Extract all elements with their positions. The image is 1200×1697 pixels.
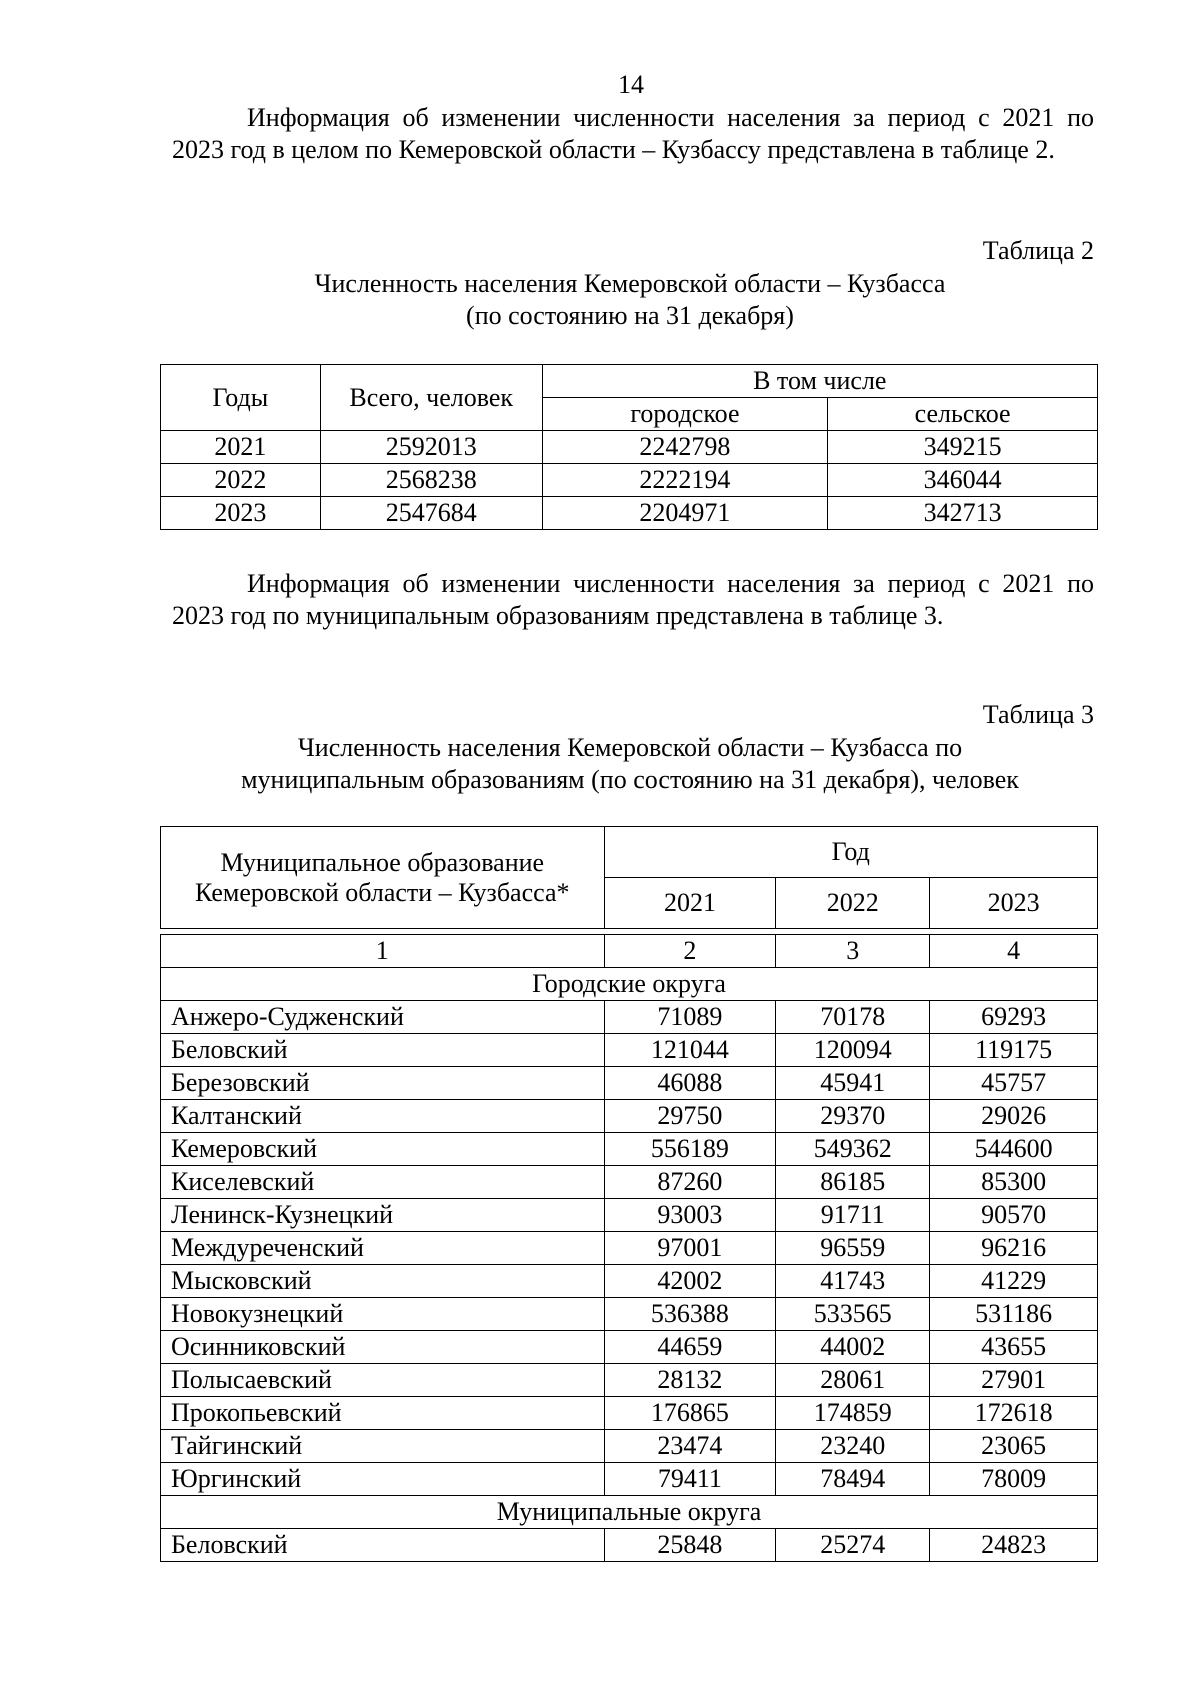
cell-2021: 97001 <box>604 1232 776 1265</box>
table-row <box>161 1232 1098 1265</box>
cell-2022: 44002 <box>776 1331 930 1364</box>
table-2-title-line2: (по состоянию на 31 декабря) <box>466 301 794 330</box>
cell-2022: 25274 <box>776 1529 930 1562</box>
table-3-title <box>160 732 1100 796</box>
cell-2021: 87260 <box>604 1166 776 1199</box>
table-row <box>161 1067 1098 1100</box>
table-row <box>161 1331 1098 1364</box>
header-municipality-line2: Кемеровской области – Кузбасса* <box>194 877 570 907</box>
table-row <box>161 1166 1098 1199</box>
cell-municipality: Юргинский <box>161 1463 605 1496</box>
cell-2021: 176865 <box>604 1397 776 1430</box>
cell-municipality: Осинниковский <box>161 1331 605 1364</box>
header-year: Год <box>604 827 1097 878</box>
cell-2021: 25848 <box>604 1529 776 1562</box>
table-row <box>161 464 1098 497</box>
table-3-title-line1: Численность населения Кемеровской области – Кузбасса по <box>297 733 963 762</box>
table-row <box>161 1364 1098 1397</box>
cell-2023: 69293 <box>930 1001 1098 1034</box>
cell-2021: 536388 <box>604 1298 776 1331</box>
header-2021: 2021 <box>604 878 776 929</box>
table-3-body <box>160 934 1098 1562</box>
cell-rural: 346044 <box>828 464 1098 497</box>
header-2023: 2023 <box>930 878 1098 929</box>
cell-2022: 96559 <box>776 1232 930 1265</box>
column-numbers-row <box>161 935 1098 968</box>
cell-municipality: Анжеро-Судженский <box>161 1001 605 1034</box>
cell-municipality: Кемеровский <box>161 1133 605 1166</box>
cell-2023: 85300 <box>930 1166 1098 1199</box>
cell-2021: 46088 <box>604 1067 776 1100</box>
table-row <box>161 1001 1098 1034</box>
table-row <box>161 1529 1098 1562</box>
header-municipality <box>161 827 605 929</box>
table-row <box>161 1430 1098 1463</box>
header-including: В том числе <box>542 365 1097 398</box>
cell-rural: 349215 <box>828 431 1098 464</box>
cell-2023: 96216 <box>930 1232 1098 1265</box>
cell-municipality: Междуреченский <box>161 1232 605 1265</box>
cell-2021: 42002 <box>604 1265 776 1298</box>
paragraph-2: Информация об изменении численности населения за период с 2021 по 2023 год по муниципальным образованиям представлена в таблице 3. <box>172 569 1094 630</box>
cell-2021: 23474 <box>604 1430 776 1463</box>
cell-2022: 533565 <box>776 1298 930 1331</box>
table-2-header-row <box>161 365 1098 398</box>
cell-municipality: Мысковский <box>161 1265 605 1298</box>
cell-2022: 174859 <box>776 1397 930 1430</box>
cell-municipality: Ленинск-Кузнецкий <box>161 1199 605 1232</box>
page-number: 14 <box>618 70 644 99</box>
cell-municipality: Полысаевский <box>161 1364 605 1397</box>
cell-2021: 556189 <box>604 1133 776 1166</box>
cell-2023: 45757 <box>930 1067 1098 1100</box>
cell-2022: 549362 <box>776 1133 930 1166</box>
cell-municipality: Беловский <box>161 1529 605 1562</box>
header-total: Всего, человек <box>320 365 542 431</box>
column-number: 3 <box>776 935 930 968</box>
cell-2021: 93003 <box>604 1199 776 1232</box>
cell-2022: 78494 <box>776 1463 930 1496</box>
table-3-header <box>160 826 1098 929</box>
paragraph-1: Информация об изменении численности населения за период с 2021 по 2023 год в целом по Кемеровской области – Кузбассу представлена в таблице 2. <box>172 103 1094 164</box>
cell-2022: 45941 <box>776 1067 930 1100</box>
table-3-header-row <box>161 827 1098 878</box>
cell-2023: 24823 <box>930 1529 1098 1562</box>
cell-municipality: Беловский <box>161 1034 605 1067</box>
column-number: 1 <box>161 935 605 968</box>
header-2022: 2022 <box>776 878 930 929</box>
cell-municipality: Киселевский <box>161 1166 605 1199</box>
table-row <box>161 1298 1098 1331</box>
table-row <box>161 431 1098 464</box>
cell-2023: 119175 <box>930 1034 1098 1067</box>
cell-2023: 90570 <box>930 1199 1098 1232</box>
table-row <box>161 1463 1098 1496</box>
cell-2022: 91711 <box>776 1199 930 1232</box>
cell-urban: 2222194 <box>542 464 828 497</box>
cell-2022: 23240 <box>776 1430 930 1463</box>
cell-municipality: Тайгинский <box>161 1430 605 1463</box>
cell-2023: 531186 <box>930 1298 1098 1331</box>
cell-2021: 71089 <box>604 1001 776 1034</box>
cell-2023: 23065 <box>930 1430 1098 1463</box>
table-3-title-line2: муниципальным образованиям (по состоянию на 31 декабря), человек <box>241 765 1019 794</box>
cell-total: 2568238 <box>320 464 542 497</box>
cell-municipality: Прокопьевский <box>161 1397 605 1430</box>
table-3-label: Таблица 3 <box>982 700 1094 729</box>
cell-total: 2592013 <box>320 431 542 464</box>
cell-municipality: Новокузнецкий <box>161 1298 605 1331</box>
section-row <box>161 1496 1098 1529</box>
cell-2023: 27901 <box>930 1364 1098 1397</box>
cell-urban: 2204971 <box>542 497 828 530</box>
table-2 <box>160 364 1098 530</box>
table-2-title-line1: Численность населения Кемеровской области – Кузбасса <box>314 269 946 298</box>
header-rural: сельское <box>828 398 1098 431</box>
cell-2022: 86185 <box>776 1166 930 1199</box>
cell-year: 2023 <box>161 497 321 530</box>
cell-2022: 120094 <box>776 1034 930 1067</box>
section-city-districts: Городские округа <box>161 968 1098 1001</box>
section-municipal-districts: Муниципальные округа <box>161 1496 1098 1529</box>
cell-2022: 70178 <box>776 1001 930 1034</box>
cell-rural: 342713 <box>828 497 1098 530</box>
cell-2021: 28132 <box>604 1364 776 1397</box>
table-row <box>161 1397 1098 1430</box>
cell-2021: 44659 <box>604 1331 776 1364</box>
table-row <box>161 1133 1098 1166</box>
table-row <box>161 1199 1098 1232</box>
cell-year: 2022 <box>161 464 321 497</box>
header-years: Годы <box>161 365 321 431</box>
cell-municipality: Калтанский <box>161 1100 605 1133</box>
column-number: 2 <box>604 935 776 968</box>
cell-2022: 29370 <box>776 1100 930 1133</box>
column-number: 4 <box>930 935 1098 968</box>
table-row <box>161 1100 1098 1133</box>
cell-total: 2547684 <box>320 497 542 530</box>
cell-2023: 172618 <box>930 1397 1098 1430</box>
cell-urban: 2242798 <box>542 431 828 464</box>
cell-2023: 41229 <box>930 1265 1098 1298</box>
table-row <box>161 1265 1098 1298</box>
cell-2021: 29750 <box>604 1100 776 1133</box>
table-2-title <box>160 268 1100 332</box>
table-row <box>161 1034 1098 1067</box>
cell-2022: 41743 <box>776 1265 930 1298</box>
cell-year: 2021 <box>161 431 321 464</box>
table-row <box>161 497 1098 530</box>
cell-2023: 29026 <box>930 1100 1098 1133</box>
cell-2023: 544600 <box>930 1133 1098 1166</box>
section-row <box>161 968 1098 1001</box>
table-2-label: Таблица 2 <box>982 236 1094 265</box>
cell-2023: 43655 <box>930 1331 1098 1364</box>
header-urban: городское <box>542 398 828 431</box>
cell-2021: 79411 <box>604 1463 776 1496</box>
cell-2022: 28061 <box>776 1364 930 1397</box>
header-municipality-line1: Муниципальное образование <box>220 847 545 877</box>
cell-2021: 121044 <box>604 1034 776 1067</box>
cell-municipality: Березовский <box>161 1067 605 1100</box>
cell-2023: 78009 <box>930 1463 1098 1496</box>
